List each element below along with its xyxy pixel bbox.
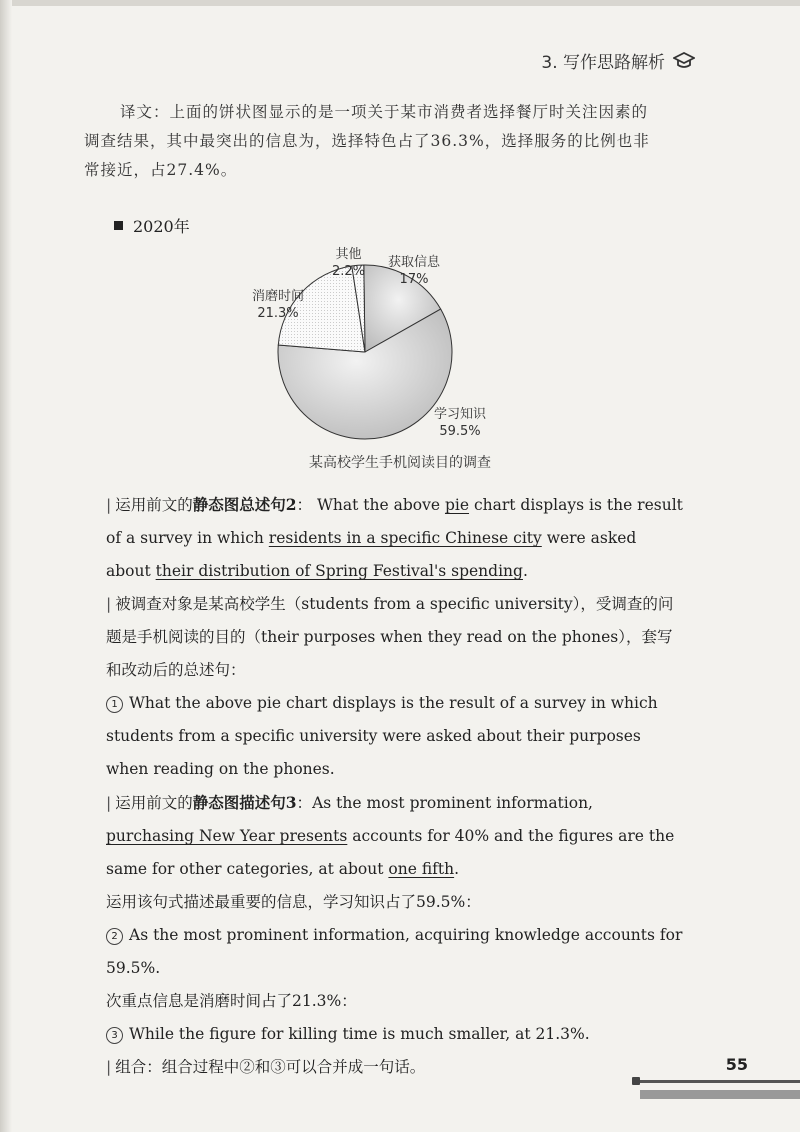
translation-line: 常接近，占27.4%。 bbox=[84, 161, 238, 179]
graduation-cap-icon bbox=[673, 52, 695, 70]
chart-caption: 某高校学生手机阅读目的调查 bbox=[309, 455, 491, 471]
circled-number: 3 bbox=[106, 1027, 123, 1044]
margin-bar: | bbox=[106, 496, 112, 514]
margin-bar: | bbox=[106, 1058, 112, 1076]
slice-label-time: 消磨时间 21.3% bbox=[252, 289, 305, 321]
year-heading bbox=[114, 214, 190, 237]
section-title: 3. 写作思路解析 bbox=[541, 53, 665, 73]
paragraph-survey-subject: | 被调查对象是某高校学生（students from a specific university），受调查的问题是手机阅读的目的（their purposes when they read on the phones），套写和改动后的总述句： bbox=[106, 595, 674, 679]
slice-label-other: 其他 2.2% bbox=[332, 247, 366, 279]
square-bullet-icon bbox=[114, 221, 123, 230]
example-sentence-1: 1 What the above pie chart displays is the result of a survey in which students from a specific university were asked about their purposes when reading on the phones. bbox=[106, 694, 658, 778]
example-sentence-2: 2 As the most prominent information, acquiring knowledge accounts for 59.5%. bbox=[106, 926, 683, 977]
example-sentence-3: 3 While the figure for killing time is much smaller, at 21.3%. bbox=[70, 1018, 685, 1051]
translation-line: 译文：上面的饼状图显示的是一项关于某市消费者选择餐厅时关注因素的 bbox=[120, 103, 649, 121]
translation-paragraph bbox=[84, 98, 684, 185]
slice-label-knowledge: 学习知识 59.5% bbox=[434, 407, 487, 439]
bold-term: 静态图总述句2 bbox=[192, 495, 297, 514]
page-edge bbox=[0, 0, 12, 1132]
footer-rule bbox=[640, 1080, 800, 1083]
bold-term: 静态图描述句3 bbox=[192, 793, 297, 812]
paragraph-secondary: 次重点信息是消磨时间占了21.3%： bbox=[106, 992, 357, 1010]
paragraph-description-template: | 运用前文的静态图描述句3：As the most prominent information, purchasing New Year presents accounts for 40% and the figures are the same for other categories, at about one fifth. bbox=[106, 793, 675, 878]
body-section bbox=[70, 488, 685, 1084]
page-top-shadow bbox=[0, 0, 800, 6]
margin-bar: | bbox=[106, 595, 112, 613]
page-number: 55 bbox=[725, 1055, 748, 1074]
paragraph-combine: | 组合：组合过程中②和③可以合并成一句话。 bbox=[106, 1058, 426, 1076]
slice-label-info: 获取信息 17% bbox=[388, 255, 441, 287]
circled-number: 2 bbox=[106, 928, 123, 945]
year-label: 2020年 bbox=[133, 217, 190, 236]
translation-line: 调查结果，其中最突出的信息为，选择特色占了36.3%，选择服务的比例也非 bbox=[84, 132, 650, 150]
paragraph-instruction: 运用该句式描述最重要的信息，学习知识占了59.5%： bbox=[106, 893, 481, 911]
circled-number: 1 bbox=[106, 696, 123, 713]
pie-chart bbox=[200, 240, 530, 450]
margin-bar: | bbox=[106, 794, 112, 812]
footer-marker bbox=[632, 1077, 640, 1085]
footer-band bbox=[640, 1090, 800, 1099]
paragraph-summary-template: | 运用前文的静态图总述句2： What the above pie chart displays is the result of a survey in which residents in a specific Chinese city were asked about their distribution of Spring Festival's spending. bbox=[106, 495, 683, 580]
running-header bbox=[541, 48, 695, 73]
